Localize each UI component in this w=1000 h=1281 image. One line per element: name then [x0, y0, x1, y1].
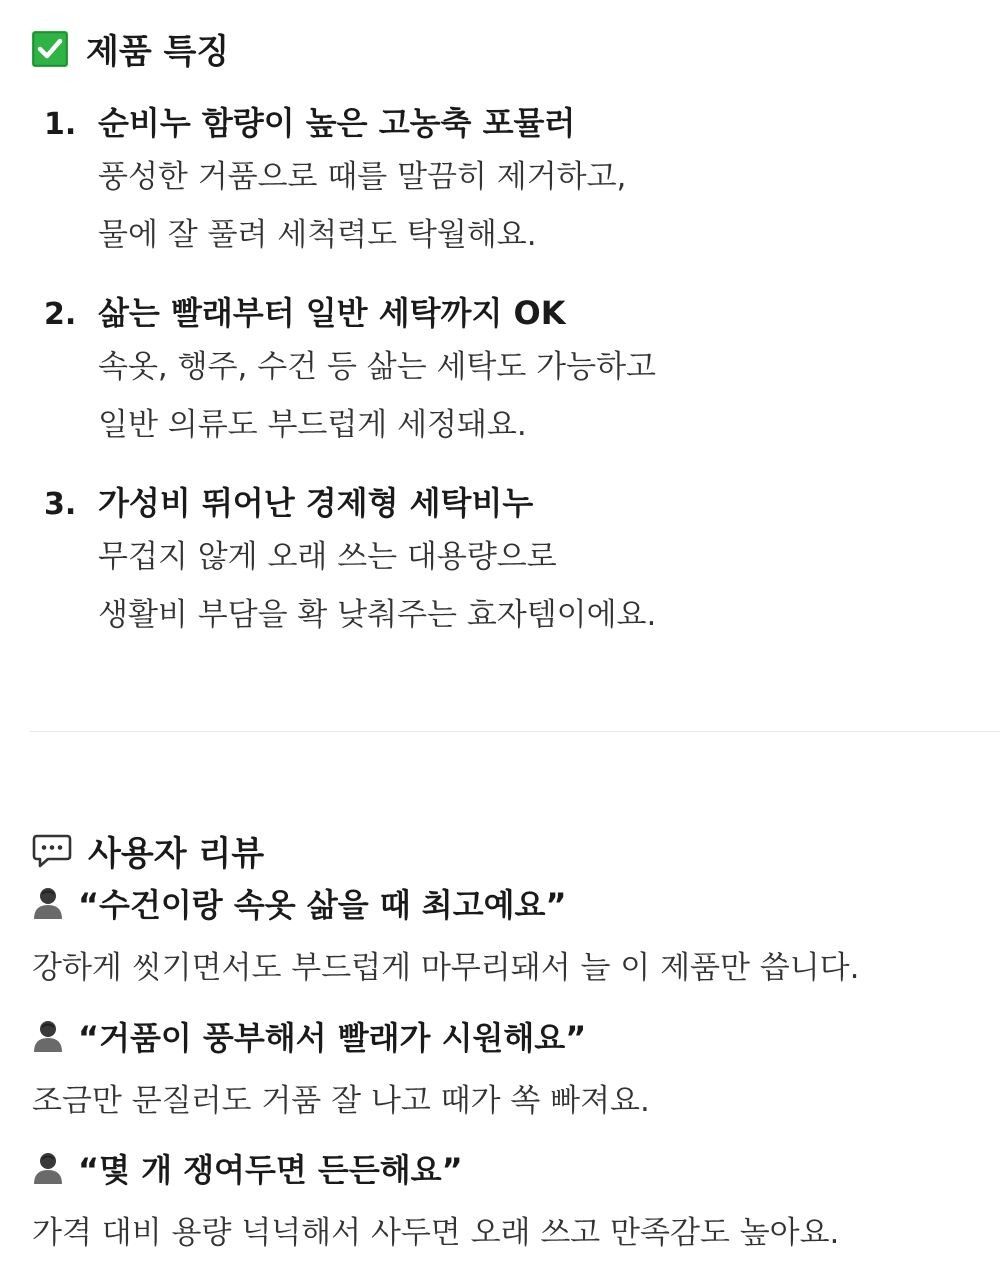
feature-description-line: 속옷, 행주, 수건 등 삶는 세탁도 가능하고 — [98, 349, 656, 385]
review-item — [32, 882, 859, 987]
feature-description-line: 생활비 부담을 확 낮춰주는 효자템이에요. — [98, 597, 657, 633]
user-avatar-icon — [32, 886, 64, 920]
feature-description — [98, 338, 656, 454]
feature-item — [44, 478, 656, 644]
review-title: “거품이 풍부해서 빨래가 시원해요” — [78, 1019, 587, 1057]
review-body: 가격 대비 용량 넉넉해서 사두면 오래 쓰고 만족감도 높아요. — [32, 1215, 840, 1251]
review-title: “몇 개 쟁여두면 든든해요” — [78, 1151, 463, 1189]
feature-description — [98, 148, 626, 264]
review-item — [32, 1147, 839, 1252]
review-body: 강하게 씻기면서도 부드럽게 마무리돼서 늘 이 제품만 씁니다. — [32, 950, 860, 986]
features-header — [32, 24, 229, 73]
feature-title: 가성비 뛰어난 경제형 세탁비누 — [98, 484, 534, 522]
review-item — [32, 1015, 650, 1120]
feature-item — [44, 98, 626, 264]
feature-title: 삶는 빨래부터 일반 세탁까지 OK — [98, 294, 566, 332]
features-title: 제품 특징 — [86, 32, 230, 72]
speech-bubble-icon — [32, 833, 72, 869]
reviews-title: 사용자 리뷰 — [88, 834, 265, 874]
feature-description-line: 일반 의류도 부드럽게 세정돼요. — [98, 407, 527, 443]
feature-number: 2. — [44, 297, 77, 332]
feature-item — [44, 288, 656, 454]
reviews-header — [32, 826, 264, 875]
review-body: 조금만 문질러도 거품 잘 나고 때가 쏙 빠져요. — [32, 1083, 650, 1119]
feature-description-line: 풍성한 거품으로 때를 말끔히 제거하고, — [98, 159, 627, 195]
check-box-icon — [32, 31, 68, 67]
section-divider — [30, 731, 1000, 732]
feature-number: 3. — [44, 487, 77, 522]
feature-description-line: 무겁지 않게 오래 쓰는 대용량으로 — [98, 539, 557, 575]
feature-number: 1. — [44, 107, 77, 142]
review-title: “수건이랑 속옷 삶을 때 최고예요” — [78, 886, 567, 924]
feature-description-line: 물에 잘 풀려 세척력도 탁월해요. — [98, 217, 537, 253]
feature-title: 순비누 함량이 높은 고농축 포뮬러 — [98, 104, 576, 142]
feature-description — [98, 528, 656, 644]
user-avatar-icon — [32, 1151, 64, 1185]
user-avatar-icon — [32, 1019, 64, 1053]
